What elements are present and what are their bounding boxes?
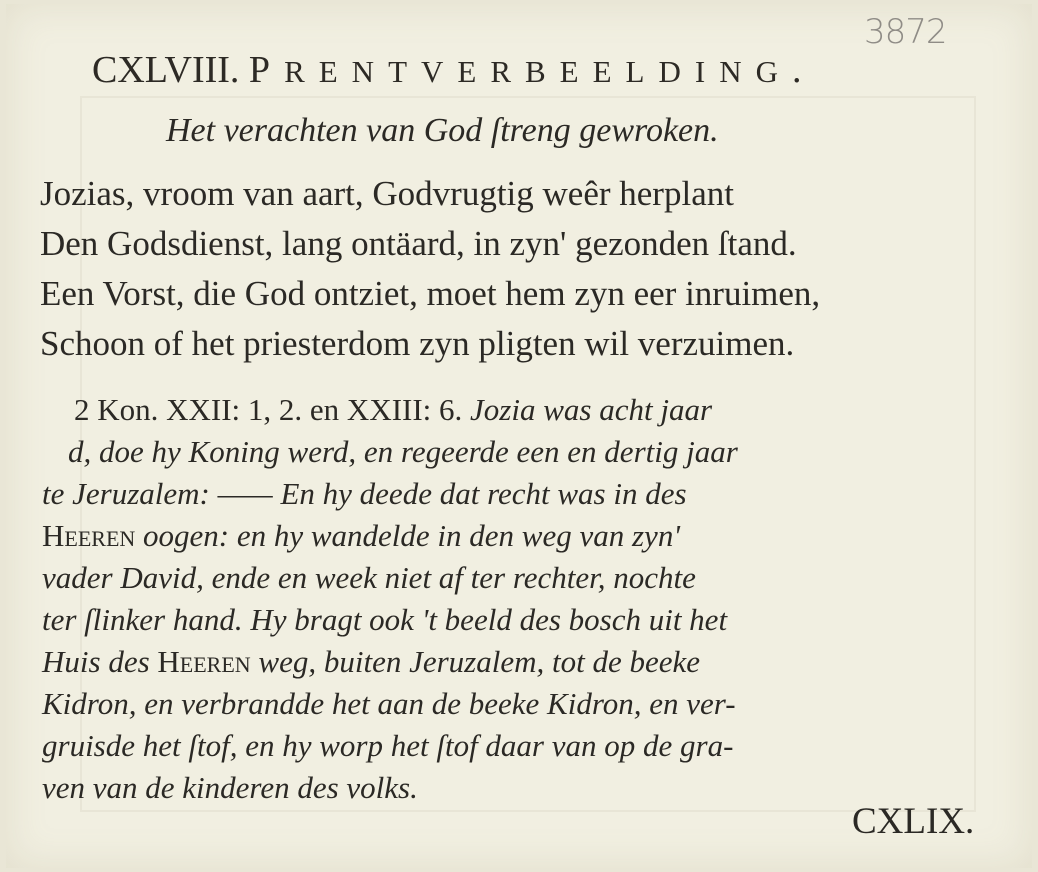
- verse-line: Een Vorst, die God ontziet, moet hem zyn eer inruimen,: [40, 274, 821, 313]
- reference-text: Huis des: [42, 644, 150, 679]
- reference-line: gruisde het ſtof, en hy worp het ſtof daar van op de gra-: [42, 728, 734, 763]
- reference-smallcaps: Heeren: [157, 644, 251, 679]
- catchword: CXLIX.: [852, 801, 975, 842]
- reference-line: Kidron, en verbrandde het aan de beeke Kidron, en ver-: [42, 686, 736, 721]
- inventory-number: 3872: [864, 12, 947, 52]
- subtitle: Het verachten van God ſtreng gewroken.: [166, 112, 719, 149]
- verse-line: Den Godsdienst, lang ontäard, in zyn' gezonden ſtand.: [40, 224, 797, 263]
- heading-dot: .: [791, 49, 802, 91]
- reference-line: d, doe hy Koning werd, en regeerde een en dertig jaar: [68, 434, 738, 469]
- reference-citation: 2 Kon. XXII: 1, 2. en XXIII: 6.: [74, 392, 463, 427]
- heading-word: [248, 49, 792, 91]
- reference-text: oogen: en hy wandelde in den weg van zyn': [143, 518, 680, 553]
- heading-numeral: CXLVIII.: [92, 49, 240, 91]
- page-heading: [92, 48, 801, 92]
- heading-word-initial: P: [248, 49, 285, 91]
- verse-line: Schoon of het priesterdom zyn pligten wil verzuimen.: [40, 324, 795, 363]
- reference-line: ven van de kinderen des volks.: [42, 770, 418, 805]
- reference-line: [42, 644, 1010, 680]
- reference-text: weg, buiten Jeruzalem, tot de beeke: [258, 644, 701, 679]
- reference-line: te Jeruzalem: —— En hy deede dat recht was in des: [42, 476, 687, 511]
- reference-line: ter ſlinker hand. Hy bragt ook 't beeld des bosch uit het: [42, 602, 728, 637]
- heading-word-rest: RENTVERBEELDING: [284, 54, 792, 89]
- reference-line: vader David, ende en week niet af ter rechter, nochte: [42, 560, 696, 595]
- reference-line: [42, 518, 1010, 554]
- reference-line: [74, 392, 1038, 428]
- verse-line: Jozias, vroom van aart, Godvrugtig weêr herplant: [40, 174, 734, 213]
- reference-text: Jozia was acht jaar: [470, 392, 713, 427]
- reference-smallcaps: Heeren: [42, 518, 136, 553]
- document-page: [6, 4, 1032, 868]
